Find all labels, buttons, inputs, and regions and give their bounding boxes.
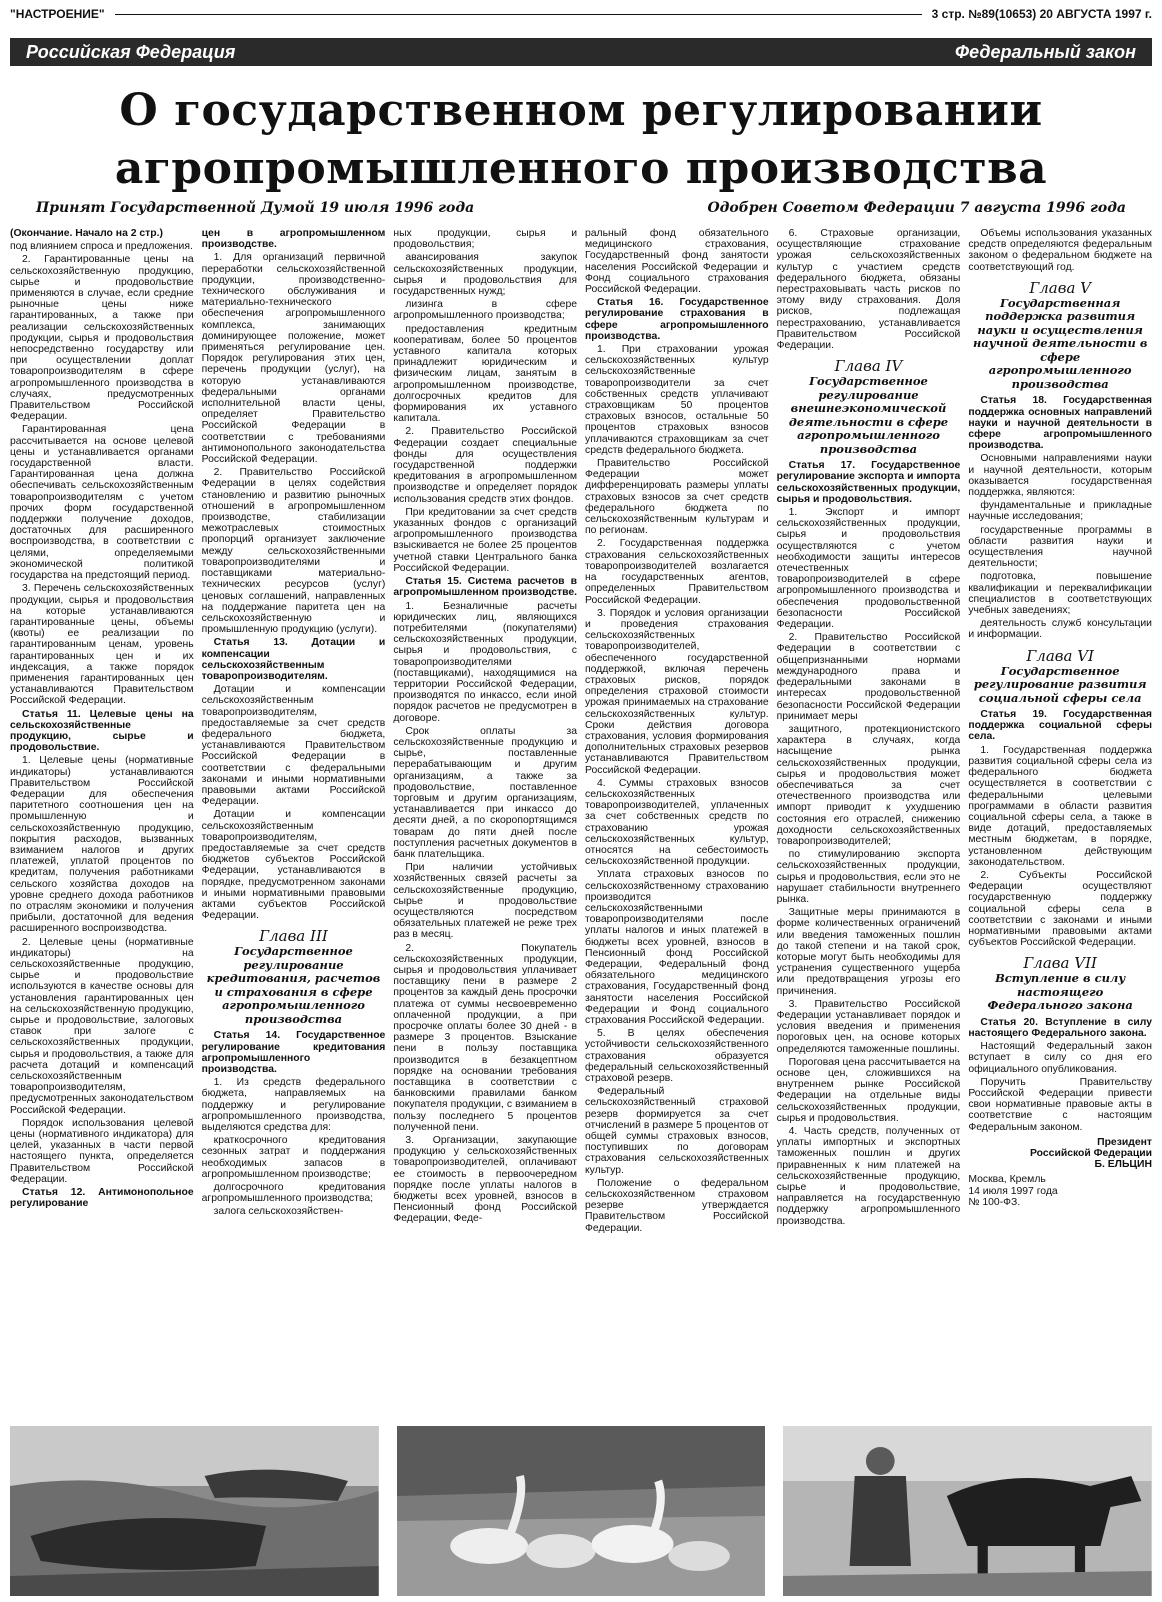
photo-farmer-horse xyxy=(783,1426,1152,1596)
masthead-rule xyxy=(115,14,922,15)
article-17-title: Статья 17. Государственное регулирование экспорта и импорта сельскохозяйственных продукции, сырья и продовольствия. xyxy=(776,460,961,505)
chapter-number: Глава VII xyxy=(1023,954,1097,973)
issue-info: 3 стр. №89(10653) 20 АВГУСТА 1997 г. xyxy=(931,7,1152,21)
article-heading xyxy=(968,1017,1152,1039)
signature-org: Российской Федерации xyxy=(1030,1148,1152,1160)
chapter-number: Глава IV xyxy=(834,357,903,376)
paragraph: 2. Покупатель сельскохозяйственных продукции, сырья и продовольствия уплачивает поставщику пени в размере 2 процентов за каждый день просрочки платежа от суммы несвоевременно оплаченной продукции, а при просрочке оплаты более 30 дней - в размере 3 процентов. Взыскание пени в пользу поставщика производится в безакцептном порядке на основании требования поставщика в соответствии с банковскими правилами банком покупателя продукции, с взиманием в пользу последнего 5 процентов полученной пени. xyxy=(393,942,577,1133)
newspaper-name: "НАСТРОЕНИЕ" xyxy=(10,7,105,21)
paragraph: 4. Суммы страховых взносов сельскохозяйственных товаропроизводителей, уплаченных за счет собственных средств по страхованию урожая сельскохозяйственных культур, относятся на себестоимость сельскохозяйственной продукции. xyxy=(585,777,769,868)
paragraph: Пороговая цена рассчитывается на основе цен, сложившихся на внутреннем рынке Российской Федерации на отдельные виды сельскохозяйственных продукции, сырья и продовольствия. xyxy=(776,1056,961,1124)
paragraph: 5. В целях обеспечения устойчивости сельскохозяйственного страхования образуется федеральный сельскохозяйственный страховой резерв. xyxy=(585,1028,769,1085)
paragraph: Положение о федеральном сельскохозяйственном страховом резерве утверждается Правительством Российской Федерации. xyxy=(585,1177,769,1234)
article-18-title: Статья 18. Государственная поддержка основных направлений науки и научной деятельности в сфере агропромышленного производства. xyxy=(968,395,1152,452)
article-heading xyxy=(585,297,769,342)
paragraph: Федеральный сельскохозяйственный страховой резерв формируется за счет отчислений в размере 5 процентов от общей суммы страховых взносов, поступивших по договорам страхования сельскохозяйственных культур. xyxy=(585,1086,769,1176)
boats-image xyxy=(10,1426,379,1596)
paragraph: Уплата страховых взносов по сельскохозяйственному страхованию производится сельскохозяйственными товаропроизводителями после уплаты налогов и иных платежей в бюджеты всех уровней, взносов в Пенсионный фонд Российской Федерации, Федеральный фонд обязательного медицинского страхования, Государственный фонд занятости населения Российской Федерации и Фонд социального страхования Российской Федерации. xyxy=(585,869,769,1027)
article-heading xyxy=(10,709,194,754)
title-line-2: агропромышленного производства xyxy=(114,143,1048,194)
article-heading xyxy=(202,637,386,682)
article-heading xyxy=(202,228,386,250)
paragraph: Объемы использования указанных средств определяются федеральным законом о федеральном бюджете на соответствующий год. xyxy=(968,228,1152,273)
paragraph: фундаментальные и прикладные научные исследования; xyxy=(968,500,1152,523)
chapter-title: Государственная поддержка развития науки и осуществления научной деятельности в сфере агропромышленного производства xyxy=(972,295,1148,391)
paragraph: краткосрочного кредитования сезонных затрат и поддержания необходимых запасов в агропромышленном производстве; xyxy=(201,1135,386,1180)
paragraph: по стимулированию экспорта сельскохозяйственных продукции, сырья и продовольствия, если это не нарушает стабильности внутреннего рынка. xyxy=(776,849,961,905)
article-heading xyxy=(968,395,1152,451)
paragraph: подготовка, повышение квалификации и переквалификации специалистов в соответствующих учебных заведениях; xyxy=(968,571,1152,616)
paragraph: 4. Часть средств, полученных от уплаты импортных и экспортных таможенных пошлин и других приравненных к ним платежей на сельскохозяйственные продукцию, сырье и продовольствие, направляется на государственную поддержку агропромышленного производства. xyxy=(776,1126,961,1227)
paragraph: При наличии устойчивых хозяйственных связей расчеты за сельскохозяйственные продукцию, сырье и продовольствие осуществляются посредством обязательных платежей не реже трех раз в месяц. xyxy=(393,862,577,941)
article-heading xyxy=(777,460,961,505)
photo-geese xyxy=(397,1426,766,1596)
paragraph: защитного, протекционистского характера в случаях, когда насыщение рынка сельскохозяйственных продукции, сырья и продовольствия может обеспечиваться за счет отечественного производства или импорт приводит к ухудшению состояния его отраслей, снижению доходности сельскохозяйственных товаропроизводителей; xyxy=(776,723,961,847)
paragraph: 1. При страховании урожая сельскохозяйственных культур сельскохозяйственные товаропроизводители за счет собственных средств уплачивают страховщикам 50 процентов страховых взносов, остальные 50 процентов страховых взносов уплачиваются страховщикам за счет средств федерального бюджета. xyxy=(585,344,769,456)
signature-title: Президент xyxy=(1097,1136,1152,1148)
signing-details xyxy=(968,1174,1152,1208)
paragraph: 2. Целевые цены (нормативные индикаторы) на сельскохозяйственные продукцию, сырье и продовольствие используются в качестве основы для установления гарантированных цен на сельскохозяйственную продукцию, сырье и продовольствие, залоговых ставок при залоге с сельскохозяйственных продукции, сырья и продовольствия, а также для расчета дотаций и компенсаций сельскохозяйственным товаропроизводителям, предусмотренных законодательством Российской Федерации. xyxy=(10,936,194,1116)
paragraph: 1. Целевые цены (нормативные индикаторы) устанавливаются Правительством Российской Федерации для обеспечения паритетного соотношения цен на промышленную и сельскохозяйственную продукцию, покрытия расходов, вызванных взиманием налогов и других платежей, уплатой процентов по кредитам, получения работниками сельского хозяйства доходов на уровне среднего дохода работников по отраслям экономики и получения прибыли, достаточной для ведения расширенного воспроизводства. xyxy=(10,755,194,935)
chapter-number: Глава V xyxy=(1029,278,1092,297)
paragraph: 1. Государственная поддержка развития социальной сферы села из федерального бюджета осуществляется в соответствии с федеральными целевыми программами в области развития социальной сферы села, а также в виде дотаций, предоставляемых местным бюджетам, в порядке, установленном действующим законодательством. xyxy=(968,744,1152,868)
paragraph: Порядок использования целевой цены (нормативного индикатора) для целей, указанных в части первой настоящего пункта, определяется Правительством Российской Федерации. xyxy=(10,1117,194,1185)
article-19-title: Статья 19. Государственная поддержка социальной сферы села. xyxy=(968,709,1152,743)
approved-by-council: Одобрен Советом Федерации 7 августа 1996 года xyxy=(707,200,1126,216)
column-5 xyxy=(777,228,961,1418)
paragraph: Защитные меры принимаются в форме количественных ограничений или введения таможенных пошлин до такой степени и на такой срок, которые могут быть необходимы для устранения существенного ущерба или предотвращения угрозы его причинения. xyxy=(776,907,961,997)
geese-image xyxy=(397,1426,766,1596)
column-1 xyxy=(10,228,194,1418)
paragraph: долгосрочного кредитования агропромышленного производства; xyxy=(201,1182,386,1205)
paragraph: ральный фонд обязательного медицинского страхования, Государственный фонд занятости населения Российской Федерации и Фонд социального страхования Российской Федерации. xyxy=(585,228,769,296)
paragraph: лизинга в сфере агропромышленного производства; xyxy=(393,299,577,322)
paragraph: Дотации и компенсации сельскохозяйственным товаропроизводителям, предоставляемые за счет средств федерального бюджета, устанавливаются Правительством Российской Федерации в соответствии с федеральными законами и иными нормативными правовыми актами Российской Федерации. xyxy=(201,684,386,808)
banner-right: Федеральный закон xyxy=(955,41,1136,62)
banner-left: Российская Федерация xyxy=(26,41,236,62)
chapter-title: Государственное регулирование внешнеэкономической деятельности в сфере агропромышленного производства xyxy=(788,374,949,456)
continuation-note xyxy=(10,228,194,239)
photo-strip xyxy=(10,1426,1152,1596)
paragraph: Дотации и компенсации сельскохозяйственным товаропроизводителям, предоставляемые за счет средств бюджетов субъектов Российской Федерации, устанавливаются в порядке, предусмотренном законами и иными нормативными правовыми актами субъектов Российской Федерации. xyxy=(201,809,386,922)
paragraph: Гарантированная цена рассчитывается на основе целевой цены и устанавливается органами государственной власти. Гарантированная цена должна обеспечивать сельскохозяйственным товаропроизводителям с учетом прочих форм государственной поддержки получение доходов, достаточных для расширенного воспроизводства, в соответствии с целями, определяемыми экономической политикой государства на предстоящий период. xyxy=(10,424,194,582)
paragraph: 2. Гарантированные цены на сельскохозяйственную продукцию, сырье и продовольствие применяются в случае, если средние рыночные цены ниже гарантированных, а также при реализации сельскохозяйственных продукции, сырья и продовольствия непосредственно государству или при осуществлении доплат товаропроизводителям в сфере агропромышленного производства в случаях, предусмотренных Правительством Российской Федерации. xyxy=(10,254,194,423)
paragraph: 3. Перечень сельскохозяйственных продукции, сырья и продовольствия на которые устанавливаются гарантированные цены, объемы (квоты) ее реализации по гарантированным ценам, уровень гарантированных цен и их индексация, а также порядок применения гарантированных цен устанавливаются Правительством Российской Федерации. xyxy=(10,583,194,707)
paragraph: 2. Субъекты Российской Федерации осуществляют государственную поддержку социальной сферы села в соответствии с законами и иными нормативными правовыми актами субъектов Российской Федерации. xyxy=(968,869,1152,949)
paragraph: Основными направлениями науки и научной деятельности, которым оказывается государственная поддержка, являются: xyxy=(968,453,1152,498)
paragraph: ных продукции, сырья и продовольствия; xyxy=(393,228,577,251)
paragraph: Правительство Российской Федерации может дифференцировать размеры уплаты страховых взносов за счет средств федерального бюджета по сельскохозяйственным культурам и по регионам. xyxy=(585,458,769,537)
article-12-title-cont: цен в агропромышленном производстве. xyxy=(201,228,386,251)
article-15-title: Статья 15. Система расчетов в агропромышленном производстве. xyxy=(393,576,577,599)
chapter-5-heading xyxy=(968,279,1152,392)
column-3 xyxy=(393,228,577,1418)
signing-date: 14 июля 1997 года xyxy=(968,1185,1058,1197)
chapter-number: Глава VI xyxy=(1026,646,1094,665)
paragraph: При кредитовании за счет средств указанных фондов с организаций агропромышленного производства взыскивается не более 25 процентов учетной ставки Центрального банка Российской Федерации. xyxy=(393,506,577,574)
article-columns xyxy=(10,228,1152,1418)
masthead xyxy=(10,6,1152,22)
title-line-1: О государственном регулировании xyxy=(119,85,1043,136)
chapter-3-heading xyxy=(202,927,386,1026)
paragraph: 2. Государственная поддержка страхования сельскохозяйственных товаропроизводителей возлагается на государственных агентов, определенных Правительством Российской Федерации. xyxy=(585,538,769,606)
article-16-title: Статья 16. Государственное регулирование страхования в сфере агропромышленного производства. xyxy=(585,297,769,342)
paragraph: 2. Правительство Российской Федерации в соответствии с общепризнанными нормами международного права и федеральными законами в интересах продовольственной безопасности Российской Федерации принимает меры xyxy=(776,632,961,722)
article-14-title: Статья 14. Государственное регулирование кредитования агропромышленного производства. xyxy=(201,1030,386,1075)
chapter-7-heading xyxy=(968,954,1152,1013)
paragraph: деятельность служб консультации и информации. xyxy=(968,618,1152,641)
farmer-horse-image xyxy=(783,1426,1152,1596)
article-heading xyxy=(10,1187,194,1209)
column-6 xyxy=(968,228,1152,1418)
paragraph: государственные программы в области развития науки и осуществления научной деятельности; xyxy=(968,524,1152,570)
paragraph: 1. Экспорт и импорт сельскохозяйственных продукции, сырья и продовольствия осуществляются с учетом необходимости защиты интересов отечественных товаропроизводителей в сфере агропромышленного производства и обеспечения продовольственной безопасности Российской Федерации. xyxy=(776,507,961,631)
paragraph: Срок оплаты за сельскохозяйственные продукцию и сырье, поставленные перерабатывающим и другим организациям, а также за продовольствие, поставленное торговым и другим организациям, устанавливается при инкассо до десяти дней, а по скоропортящимся товарам до пяти дней после поступления расчетных документов в банк плательщика. xyxy=(393,725,577,860)
paragraph: 3. Порядок и условия организации и проведения страхования сельскохозяйственных товаропроизводителей, обеспеченного государственной поддержкой, включая перечень страховых рисков, порядок определения страховой стоимости урожая принимаемых на страхование сельскохозяйственных культур. Сроки действия договора страхования, условия формирования дополнительных страховых резервов устанавливаются Правительством Российской Федерации. xyxy=(585,607,769,776)
adopted-by-duma: Принят Государственной Думой 19 июля 1996 года xyxy=(36,200,475,216)
chapter-number: Глава III xyxy=(259,927,328,946)
article-heading xyxy=(968,709,1152,743)
paragraph: 1. Для организаций первичной переработки сельскохозяйственной продукции, производственно-технического обслуживания и материально-технического обеспечения агропромышленного комплекса, занимающих доминирующее положение, может применяться регулирование цен. Порядок регулирования этих цен, перечень продукции (услуг), на которую устанавливаются федеральными органами исполнительной власти цены, определяет Правительство Российской Федерации в соответствии с требованиями антимонопольного законодательства Российской Федерации. xyxy=(201,252,386,466)
column-2 xyxy=(202,228,386,1418)
paragraph: 3. Правительство Российской Федерации устанавливает порядок и условия введения и применения пороговых цен, на основе которых определяются таможенные пошлины. xyxy=(776,998,961,1055)
article-12-title: Статья 12. Антимонопольное регулирование xyxy=(10,1187,194,1210)
signature-name: Б. ЕЛЬЦИН xyxy=(1094,1159,1152,1171)
chapter-4-heading xyxy=(777,357,961,456)
paragraph: 2. Правительство Российской Федерации создает специальные фонды для осуществления государственной поддержки кредитования в агропромышленном производстве и определяет порядок использования средств этих фондов. xyxy=(393,426,577,505)
paragraph: авансирования закупок сельскохозяйственных продукции, сырья и продовольствия для государственных нужд; xyxy=(393,252,577,298)
paragraph: предоставления кредитным кооперативам, более 50 процентов уставного капитала которых принадлежит юридическим и физическим лицам, занятым в агропромышленном производстве, долгосрочных кредитов для формирования их уставного капитала. xyxy=(393,323,577,425)
article-heading xyxy=(202,1030,386,1075)
photo-boats xyxy=(10,1426,379,1596)
section-banner xyxy=(10,38,1152,66)
paragraph: 3. Организации, закупающие продукцию у сельскохозяйственных товаропроизводителей, оплачивают ее стоимость в первоочередном порядке после уплаты налогов в бюджеты всех уровней, взносов в Пенсионный фонд Российской Федерации, Феде- xyxy=(393,1135,577,1225)
column-4 xyxy=(585,228,769,1418)
paragraph: 1. Из средств федерального бюджета, направляемых на поддержку и регулирование агропромышленного производства, выделяются средства для: xyxy=(201,1077,386,1134)
article-11-title: Статья 11. Целевые цены на сельскохозяйственные продукцию, сырье и продовольствие. xyxy=(10,708,194,754)
chapter-title: Государственное регулирование кредитования, расчетов и страхования в сфере агропромышленного производства xyxy=(206,944,381,1026)
signing-place: Москва, Кремль xyxy=(968,1174,1046,1186)
paragraph: 6. Страховые организации, осуществляющие страхование урожая сельскохозяйственных культур с участием средств федерального бюджета, обязаны перестраховывать часть рисков по этому виду страхования. Доля рисков, подлежащая перестрахованию, устанавливается Правительством Российской Федерации. xyxy=(776,228,961,352)
chapter-title: Вступление в силу настоящего Федерального закона xyxy=(987,971,1133,1013)
article-heading xyxy=(393,576,577,598)
chapter-6-heading xyxy=(968,647,1152,706)
paragraph: 1. Безналичные расчеты юридических лиц, являющихся потребителями (покупателями) сельскохозяйственных продукции, сырья и продовольствия, с товаропроизводителями (поставщиками), находящимися на территории Российской Федерации, производятся по инкассо, если иной порядок расчетов не предусмотрен в договоре. xyxy=(393,600,577,724)
chapter-title: Государственное регулирование развития социальной сферы села xyxy=(973,663,1147,705)
article-13-title: Статья 13. Дотации и компенсации сельскохозяйственным товаропроизводителям. xyxy=(201,637,386,682)
paragraph: Настоящий Федеральный закон вступает в силу со дня его официального опубликования. xyxy=(968,1041,1152,1075)
signature-block xyxy=(968,1137,1152,1171)
paragraph: 2. Правительство Российской Федерации в целях содействия становлению и развитию рыночных отношений в агропромышленном производстве, стабилизации межотраслевых стоимостных пропорций организует заключение между сельскохозяйственными товаропроизводителями и поставщиками материально-технических ресурсов (услуг) ценовых соглашений, направленных на поддержание паритета цен на сельскохозяйственную и промышленную продукцию (услуги). xyxy=(201,467,386,636)
paragraph: залога сельскохозяйствен- xyxy=(213,1206,344,1218)
adoption-line xyxy=(10,200,1152,220)
paragraph: Поручить Правительству Российской Федерации привести свои нормативные правовые акты в соответствие с настоящим Федеральным законом. xyxy=(968,1076,1152,1133)
law-number: № 100-ФЗ. xyxy=(968,1196,1021,1208)
article-20-title: Статья 20. Вступление в силу настоящего Федерального закона. xyxy=(968,1016,1152,1040)
page-title xyxy=(0,82,1162,198)
continuation-text: (Окончание. Начало на 2 стр.) xyxy=(10,228,163,239)
paragraph: под влиянием спроса и предложения. xyxy=(10,241,193,253)
